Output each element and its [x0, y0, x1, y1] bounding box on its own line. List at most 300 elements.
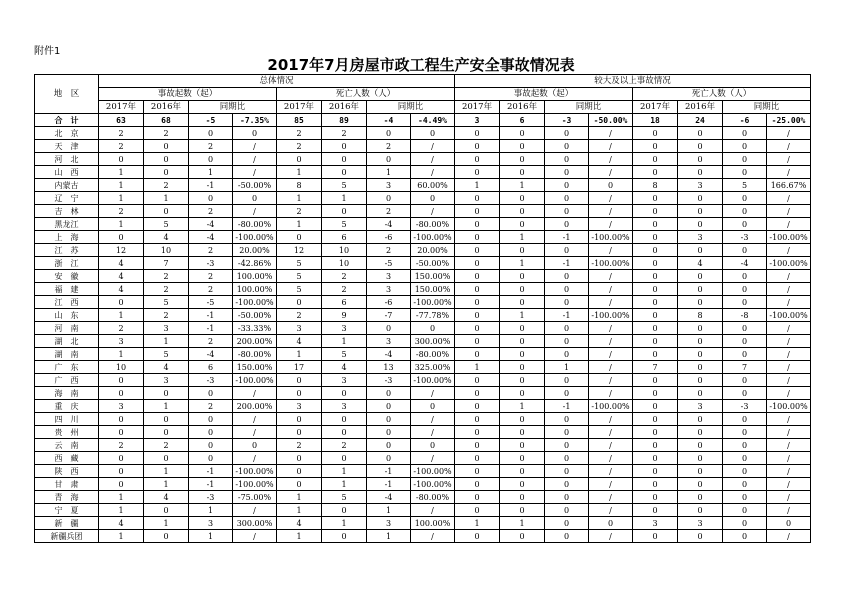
- value-cell: /: [589, 491, 633, 504]
- value-cell: -1: [189, 465, 233, 478]
- year-2016-header: 2016年: [322, 101, 367, 114]
- value-cell: 0: [500, 296, 545, 309]
- value-cell: -3: [189, 257, 233, 270]
- value-cell: -100.00%: [767, 257, 811, 270]
- value-cell: -1: [367, 465, 411, 478]
- value-cell: /: [233, 413, 277, 426]
- region-cell: 天 津: [35, 140, 99, 153]
- value-cell: 0: [678, 244, 723, 257]
- value-cell: -100.00%: [411, 465, 455, 478]
- value-cell: 4: [277, 517, 322, 530]
- value-cell: 3: [99, 400, 144, 413]
- value-cell: 1: [322, 478, 367, 491]
- value-cell: 0: [455, 465, 500, 478]
- region-cell: 黑龙江: [35, 218, 99, 231]
- value-cell: -42.86%: [233, 257, 277, 270]
- value-cell: 0: [723, 283, 767, 296]
- value-cell: -50.00%: [233, 309, 277, 322]
- table-row: [35, 296, 811, 309]
- value-cell: 0: [723, 244, 767, 257]
- value-cell: -3: [189, 374, 233, 387]
- value-cell: 0: [99, 478, 144, 491]
- table-row: [35, 322, 811, 335]
- value-cell: /: [589, 140, 633, 153]
- value-cell: 3: [322, 322, 367, 335]
- value-cell: 4: [99, 257, 144, 270]
- value-cell: -77.78%: [411, 309, 455, 322]
- value-cell: 1: [277, 530, 322, 543]
- value-cell: 0: [455, 218, 500, 231]
- value-cell: /: [233, 530, 277, 543]
- value-cell: 150.00%: [233, 361, 277, 374]
- value-cell: 3: [678, 231, 723, 244]
- value-cell: 89: [322, 114, 367, 127]
- region-cell: 合 计: [35, 114, 99, 127]
- value-cell: 0: [723, 517, 767, 530]
- value-cell: 0: [545, 218, 589, 231]
- table-row: [35, 218, 811, 231]
- value-cell: 0: [322, 387, 367, 400]
- value-cell: 1: [277, 504, 322, 517]
- value-cell: -4: [189, 231, 233, 244]
- table-row: [35, 348, 811, 361]
- value-cell: /: [411, 205, 455, 218]
- value-cell: -100.00%: [411, 478, 455, 491]
- value-cell: /: [589, 244, 633, 257]
- value-cell: 0: [633, 283, 678, 296]
- value-cell: -4.49%: [411, 114, 455, 127]
- value-cell: 100.00%: [233, 283, 277, 296]
- value-cell: /: [589, 387, 633, 400]
- value-cell: 10: [322, 257, 367, 270]
- value-cell: 0: [500, 205, 545, 218]
- table-row: [35, 439, 811, 452]
- value-cell: 2: [367, 244, 411, 257]
- value-cell: 2: [99, 127, 144, 140]
- value-cell: 0: [500, 283, 545, 296]
- value-cell: 1: [99, 504, 144, 517]
- value-cell: 2: [322, 127, 367, 140]
- value-cell: 0: [455, 439, 500, 452]
- region-cell: 青 海: [35, 491, 99, 504]
- value-cell: 4: [99, 270, 144, 283]
- table-row: [35, 452, 811, 465]
- value-cell: 1: [189, 166, 233, 179]
- value-cell: /: [767, 205, 811, 218]
- value-cell: -4: [367, 491, 411, 504]
- value-cell: /: [767, 335, 811, 348]
- value-cell: 0: [678, 413, 723, 426]
- value-cell: 0: [322, 452, 367, 465]
- value-cell: 0: [545, 374, 589, 387]
- table-row: [35, 153, 811, 166]
- value-cell: 0: [545, 179, 589, 192]
- value-cell: /: [767, 452, 811, 465]
- value-cell: 1: [500, 257, 545, 270]
- value-cell: 0: [545, 439, 589, 452]
- value-cell: /: [233, 387, 277, 400]
- value-cell: 0: [500, 244, 545, 257]
- value-cell: -6: [367, 231, 411, 244]
- value-cell: /: [589, 426, 633, 439]
- value-cell: 0: [678, 387, 723, 400]
- total-row: [35, 114, 811, 127]
- value-cell: 0: [723, 140, 767, 153]
- value-cell: 5: [277, 257, 322, 270]
- region-cell: 浙 江: [35, 257, 99, 270]
- value-cell: /: [589, 465, 633, 478]
- value-cell: 0: [545, 192, 589, 205]
- value-cell: 1: [189, 504, 233, 517]
- value-cell: 0: [723, 218, 767, 231]
- value-cell: 3: [678, 400, 723, 413]
- value-cell: 0: [723, 387, 767, 400]
- value-cell: 0: [411, 439, 455, 452]
- overall-header: 总体情况: [99, 75, 455, 88]
- value-cell: 0: [723, 205, 767, 218]
- value-cell: /: [767, 530, 811, 543]
- value-cell: /: [233, 140, 277, 153]
- value-cell: 0: [322, 140, 367, 153]
- value-cell: 0: [633, 140, 678, 153]
- region-header: 地 区: [35, 75, 99, 114]
- value-cell: 0: [99, 296, 144, 309]
- value-cell: 0: [633, 400, 678, 413]
- value-cell: 0: [723, 348, 767, 361]
- value-cell: 0: [277, 478, 322, 491]
- value-cell: 0: [367, 127, 411, 140]
- value-cell: 0: [500, 361, 545, 374]
- value-cell: 0: [678, 452, 723, 465]
- value-cell: 0: [633, 296, 678, 309]
- value-cell: 1: [367, 530, 411, 543]
- value-cell: /: [767, 296, 811, 309]
- value-cell: 300.00%: [233, 517, 277, 530]
- value-cell: /: [411, 413, 455, 426]
- value-cell: -100.00%: [411, 296, 455, 309]
- region-cell: 湖 南: [35, 348, 99, 361]
- table-row: [35, 504, 811, 517]
- value-cell: 2: [277, 205, 322, 218]
- value-cell: 0: [633, 335, 678, 348]
- value-cell: -80.00%: [411, 218, 455, 231]
- value-cell: 0: [455, 296, 500, 309]
- value-cell: /: [767, 387, 811, 400]
- value-cell: 5: [322, 348, 367, 361]
- value-cell: 0: [678, 205, 723, 218]
- value-cell: 1: [277, 218, 322, 231]
- value-cell: 1: [99, 218, 144, 231]
- value-cell: 1: [99, 166, 144, 179]
- value-cell: 0: [500, 439, 545, 452]
- value-cell: /: [589, 335, 633, 348]
- value-cell: -100.00%: [589, 400, 633, 413]
- value-cell: 1: [144, 192, 189, 205]
- value-cell: 0: [723, 192, 767, 205]
- value-cell: -100.00%: [589, 231, 633, 244]
- value-cell: 0: [678, 426, 723, 439]
- value-cell: /: [767, 413, 811, 426]
- value-cell: 0: [455, 374, 500, 387]
- value-cell: 0: [455, 530, 500, 543]
- value-cell: 0: [500, 153, 545, 166]
- table-row: [35, 478, 811, 491]
- value-cell: 0: [678, 140, 723, 153]
- year-2017-header: 2017年: [277, 101, 322, 114]
- value-cell: 0: [189, 413, 233, 426]
- value-cell: 0: [322, 530, 367, 543]
- region-cell: 河 北: [35, 153, 99, 166]
- value-cell: 17: [277, 361, 322, 374]
- value-cell: 0: [500, 530, 545, 543]
- value-cell: 2: [189, 140, 233, 153]
- value-cell: -100.00%: [233, 478, 277, 491]
- table-row: [35, 244, 811, 257]
- value-cell: 5: [144, 348, 189, 361]
- value-cell: 0: [455, 400, 500, 413]
- value-cell: 0: [455, 153, 500, 166]
- value-cell: -1: [545, 257, 589, 270]
- table-row: [35, 270, 811, 283]
- value-cell: 18: [633, 114, 678, 127]
- value-cell: -100.00%: [233, 231, 277, 244]
- value-cell: 0: [144, 452, 189, 465]
- value-cell: 0: [545, 140, 589, 153]
- value-cell: 3: [455, 114, 500, 127]
- value-cell: -3: [189, 491, 233, 504]
- value-cell: 5: [723, 179, 767, 192]
- value-cell: -4: [367, 114, 411, 127]
- value-cell: 2: [99, 205, 144, 218]
- region-cell: 江 苏: [35, 244, 99, 257]
- value-cell: 0: [189, 153, 233, 166]
- table-row: [35, 192, 811, 205]
- value-cell: -80.00%: [411, 348, 455, 361]
- value-cell: /: [233, 153, 277, 166]
- value-cell: -1: [545, 400, 589, 413]
- value-cell: 3: [367, 335, 411, 348]
- value-cell: 0: [723, 426, 767, 439]
- value-cell: 0: [455, 387, 500, 400]
- value-cell: -6: [367, 296, 411, 309]
- value-cell: 68: [144, 114, 189, 127]
- region-cell: 安 徽: [35, 270, 99, 283]
- value-cell: 4: [322, 361, 367, 374]
- value-cell: /: [589, 348, 633, 361]
- value-cell: 10: [322, 244, 367, 257]
- value-cell: 4: [277, 335, 322, 348]
- value-cell: /: [589, 504, 633, 517]
- value-cell: /: [767, 348, 811, 361]
- value-cell: 60.00%: [411, 179, 455, 192]
- value-cell: 0: [367, 426, 411, 439]
- value-cell: 0: [455, 192, 500, 205]
- overall-deaths-header: 死亡人数（人）: [277, 88, 455, 101]
- major-accidents-count-header: 事故起数（起）: [455, 88, 633, 101]
- value-cell: 0: [144, 166, 189, 179]
- value-cell: 0: [500, 192, 545, 205]
- value-cell: 100.00%: [411, 517, 455, 530]
- value-cell: /: [411, 166, 455, 179]
- value-cell: 20.00%: [411, 244, 455, 257]
- value-cell: 0: [500, 426, 545, 439]
- value-cell: 0: [723, 413, 767, 426]
- value-cell: /: [411, 504, 455, 517]
- value-cell: /: [589, 374, 633, 387]
- value-cell: -50.00%: [233, 179, 277, 192]
- value-cell: /: [411, 140, 455, 153]
- value-cell: 0: [367, 153, 411, 166]
- value-cell: 0: [144, 530, 189, 543]
- value-cell: /: [767, 283, 811, 296]
- value-cell: /: [767, 439, 811, 452]
- value-cell: 0: [678, 465, 723, 478]
- value-cell: 4: [144, 231, 189, 244]
- major-deaths-header: 死亡人数（人）: [633, 88, 811, 101]
- value-cell: 0: [455, 504, 500, 517]
- value-cell: 2: [99, 439, 144, 452]
- value-cell: -80.00%: [233, 218, 277, 231]
- value-cell: -5: [189, 296, 233, 309]
- value-cell: 0: [500, 218, 545, 231]
- value-cell: 150.00%: [411, 270, 455, 283]
- value-cell: 3: [367, 270, 411, 283]
- value-cell: 2: [144, 270, 189, 283]
- value-cell: /: [589, 439, 633, 452]
- value-cell: 0: [322, 205, 367, 218]
- value-cell: 0: [233, 127, 277, 140]
- value-cell: 0: [500, 270, 545, 283]
- value-cell: 0: [678, 348, 723, 361]
- region-cell: 新疆兵团: [35, 530, 99, 543]
- value-cell: 2: [144, 439, 189, 452]
- value-cell: 0: [678, 153, 723, 166]
- value-cell: 1: [367, 166, 411, 179]
- region-cell: 贵 州: [35, 426, 99, 439]
- value-cell: 0: [633, 218, 678, 231]
- value-cell: -100.00%: [233, 465, 277, 478]
- value-cell: 0: [144, 413, 189, 426]
- value-cell: -7: [367, 309, 411, 322]
- value-cell: 1: [144, 517, 189, 530]
- value-cell: 10: [144, 244, 189, 257]
- value-cell: /: [589, 218, 633, 231]
- value-cell: 0: [633, 413, 678, 426]
- value-cell: -8: [723, 309, 767, 322]
- value-cell: 0: [633, 374, 678, 387]
- value-cell: /: [589, 127, 633, 140]
- value-cell: 0: [99, 387, 144, 400]
- value-cell: 0: [678, 491, 723, 504]
- value-cell: 0: [545, 465, 589, 478]
- region-cell: 甘 肃: [35, 478, 99, 491]
- value-cell: 0: [411, 400, 455, 413]
- value-cell: 24: [678, 114, 723, 127]
- value-cell: 0: [633, 192, 678, 205]
- value-cell: 0: [545, 283, 589, 296]
- value-cell: /: [767, 426, 811, 439]
- yoy-header: 同期比: [189, 101, 277, 114]
- value-cell: -100.00%: [589, 257, 633, 270]
- accident-table: [34, 74, 811, 543]
- value-cell: 0: [723, 153, 767, 166]
- value-cell: 1: [144, 478, 189, 491]
- value-cell: /: [767, 244, 811, 257]
- year-2016-header: 2016年: [678, 101, 723, 114]
- value-cell: 0: [545, 166, 589, 179]
- value-cell: 6: [322, 231, 367, 244]
- value-cell: 0: [277, 465, 322, 478]
- value-cell: 0: [500, 387, 545, 400]
- value-cell: 3: [367, 179, 411, 192]
- value-cell: /: [767, 127, 811, 140]
- value-cell: 0: [277, 413, 322, 426]
- year-2017-header: 2017年: [99, 101, 144, 114]
- value-cell: 0: [545, 452, 589, 465]
- value-cell: 166.67%: [767, 179, 811, 192]
- value-cell: -33.33%: [233, 322, 277, 335]
- value-cell: 0: [589, 179, 633, 192]
- value-cell: /: [767, 153, 811, 166]
- table-row: [35, 309, 811, 322]
- value-cell: 0: [678, 478, 723, 491]
- value-cell: 1: [144, 465, 189, 478]
- value-cell: 0: [189, 426, 233, 439]
- value-cell: /: [233, 504, 277, 517]
- value-cell: -4: [189, 348, 233, 361]
- value-cell: 63: [99, 114, 144, 127]
- value-cell: 1: [500, 400, 545, 413]
- value-cell: 0: [767, 517, 811, 530]
- value-cell: /: [767, 374, 811, 387]
- value-cell: -1: [189, 179, 233, 192]
- value-cell: 0: [545, 348, 589, 361]
- region-cell: 海 南: [35, 387, 99, 400]
- value-cell: 2: [144, 179, 189, 192]
- value-cell: 200.00%: [233, 400, 277, 413]
- value-cell: /: [233, 166, 277, 179]
- value-cell: 0: [455, 413, 500, 426]
- value-cell: /: [589, 205, 633, 218]
- value-cell: 1: [99, 348, 144, 361]
- region-cell: 河 南: [35, 322, 99, 335]
- value-cell: 0: [99, 465, 144, 478]
- value-cell: 1: [189, 530, 233, 543]
- table-row: [35, 231, 811, 244]
- table-row: [35, 257, 811, 270]
- value-cell: /: [767, 491, 811, 504]
- value-cell: /: [589, 270, 633, 283]
- region-cell: 广 西: [35, 374, 99, 387]
- value-cell: 0: [322, 153, 367, 166]
- value-cell: 0: [500, 166, 545, 179]
- value-cell: 0: [500, 335, 545, 348]
- value-cell: 0: [189, 452, 233, 465]
- table-row: [35, 465, 811, 478]
- value-cell: 2: [322, 270, 367, 283]
- value-cell: 5: [322, 179, 367, 192]
- value-cell: 2: [367, 205, 411, 218]
- page-title: 2017年7月房屋市政工程生产安全事故情况表: [267, 56, 575, 74]
- value-cell: 0: [678, 218, 723, 231]
- value-cell: -4: [723, 257, 767, 270]
- table-row: [35, 179, 811, 192]
- value-cell: 1: [455, 361, 500, 374]
- value-cell: 0: [144, 387, 189, 400]
- value-cell: 4: [99, 517, 144, 530]
- value-cell: 0: [189, 127, 233, 140]
- value-cell: 0: [500, 452, 545, 465]
